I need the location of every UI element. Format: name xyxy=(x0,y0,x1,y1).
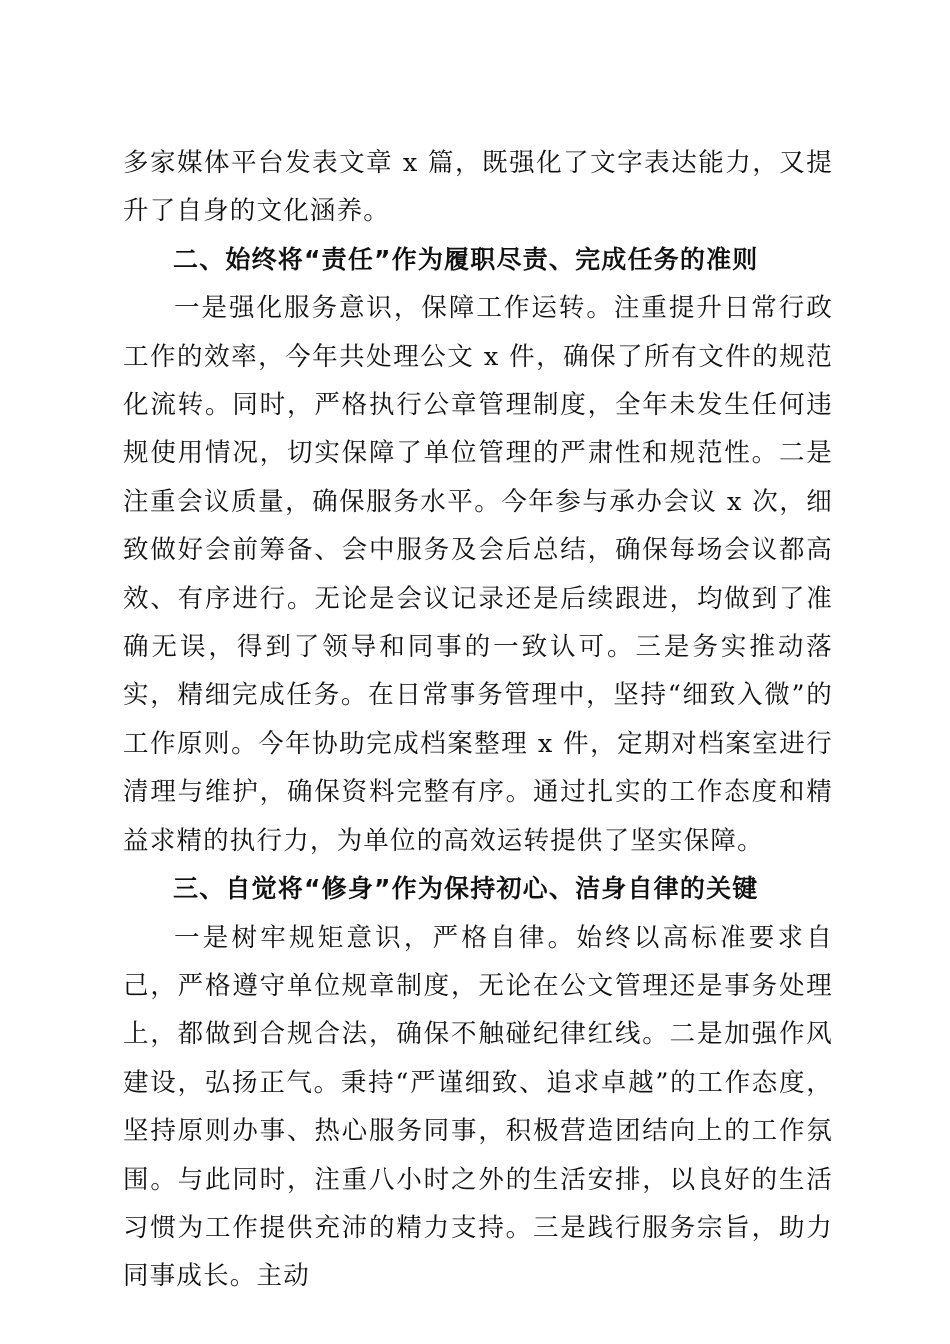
body-paragraph-responsibility: 一是强化服务意识，保障工作运转。注重提升日常行政工作的效率，今年共处理公文 x 件，确保了所有文件的规范化流转。同时，严格执行公章管理制度，全年未发生任何违规使用情况，切实保障了单位管理的严肃性和规范性。二是注重会议质量，确保服务水平。今年参与承办会议 x 次，细致做好会前筹备、会中服务及会后总结，确保每场会议都高效、有序进行。无论是会议记录还是后续跟进，均做到了准确无误，得到了领导和同事的一致认可。三是务实推动落实，精细完成任务。在日常事务管理中，坚持“细致入微”的工作原则。今年协助完成档案整理 x 件，定期对档案室进行清理与维护，确保资料完整有序。通过扎实的工作态度和精益求精的执行力，为单位的高效运转提供了坚实保障。 xyxy=(123,293,833,856)
body-paragraph-self-cultivation: 一是树牢规矩意识，严格自律。始终以高标准要求自己，严格遵守单位规章制度，无论在公文管理还是事务处理上，都做到合规合法，确保不触碰纪律红线。二是加强作风建设，弘扬正气。秉持“严谨细致、追求卓越”的工作态度，坚持原则办事、热心服务同事，积极营造团结向上的工作氛围。与此同时，注重八小时之外的生活安排，以良好的生活习惯为工作提供充沛的精力支持。三是践行服务宗旨，助力同事成长。主动 xyxy=(123,922,833,1292)
document-body xyxy=(123,139,833,1301)
section-heading-self-cultivation: 三、自觉将“修身”作为保持初心、洁身自律的关键 xyxy=(173,874,759,904)
section-heading-responsibility: 二、始终将“责任”作为履职尽责、完成任务的准则 xyxy=(173,244,759,274)
body-paragraph-continued: 多家媒体平台发表文章 x 篇，既强化了文字表达能力，又提升了自身的文化涵养。 xyxy=(123,148,833,227)
